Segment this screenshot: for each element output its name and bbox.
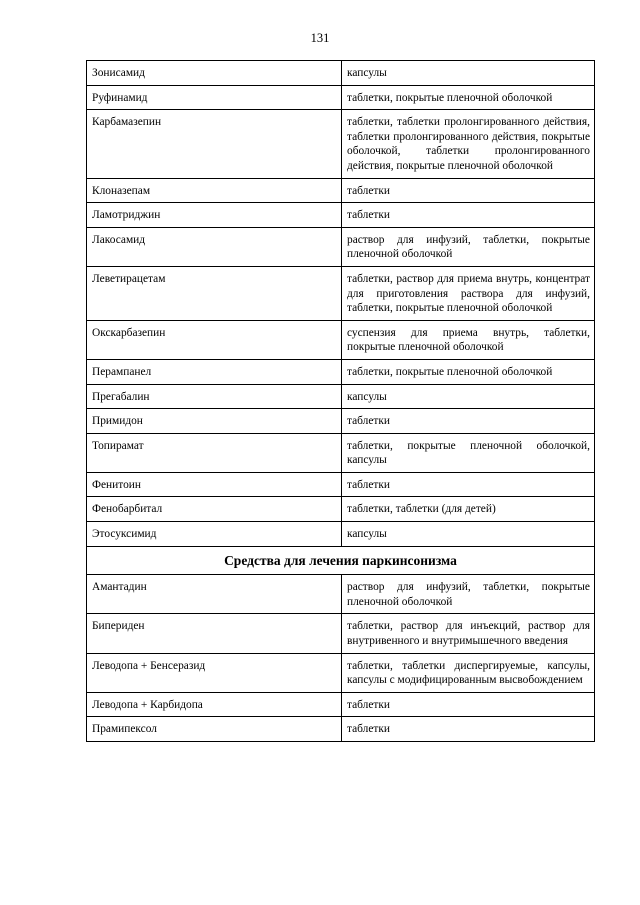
dosage-form-cell: таблетки, покрытые пленочной оболочкой	[342, 85, 595, 110]
drug-name-cell: Зонисамид	[87, 61, 342, 86]
drug-name-cell: Клоназепам	[87, 178, 342, 203]
dosage-form-cell: таблетки, покрытые пленочной оболочкой, капсулы	[342, 433, 595, 472]
drug-name-cell: Окскарбазепин	[87, 320, 342, 359]
drug-name-cell: Леводопа + Карбидопа	[87, 692, 342, 717]
table-row	[87, 110, 595, 178]
table-row	[87, 320, 595, 359]
drug-name-cell: Топирамат	[87, 433, 342, 472]
drug-name-cell: Бипериден	[87, 614, 342, 653]
drug-name-cell: Прамипексол	[87, 717, 342, 742]
table-row	[87, 266, 595, 320]
drug-name-cell: Лакосамид	[87, 227, 342, 266]
table-row	[87, 227, 595, 266]
dosage-form-cell: суспензия для приема внутрь, таблетки, покрытые пленочной оболочкой	[342, 320, 595, 359]
drug-table-body	[87, 61, 595, 742]
drug-name-cell: Фенитоин	[87, 472, 342, 497]
drug-name-cell: Леводопа + Бенсеразид	[87, 653, 342, 692]
dosage-form-cell: раствор для инфузий, таблетки, покрытые пленочной оболочкой	[342, 227, 595, 266]
dosage-form-cell: раствор для инфузий, таблетки, покрытые пленочной оболочкой	[342, 575, 595, 614]
dosage-form-cell: таблетки, таблетки диспергируемые, капсулы, капсулы с модифицированным высвобождением	[342, 653, 595, 692]
dosage-form-cell: капсулы	[342, 522, 595, 547]
dosage-form-cell: таблетки	[342, 409, 595, 434]
table-row	[87, 409, 595, 434]
table-row	[87, 384, 595, 409]
dosage-form-cell: таблетки, раствор для приема внутрь, концентрат для приготовления раствора для инфузий, таблетки, покрытые пленочной оболочкой	[342, 266, 595, 320]
dosage-form-cell: таблетки	[342, 472, 595, 497]
drug-name-cell: Ламотриджин	[87, 203, 342, 228]
drug-name-cell: Этосуксимид	[87, 522, 342, 547]
table-row	[87, 472, 595, 497]
dosage-form-cell: таблетки	[342, 717, 595, 742]
table-row	[87, 497, 595, 522]
table-row	[87, 85, 595, 110]
table-row	[87, 359, 595, 384]
drug-name-cell: Фенобарбитал	[87, 497, 342, 522]
drug-table	[86, 60, 595, 742]
table-row	[87, 61, 595, 86]
dosage-form-cell: таблетки, таблетки (для детей)	[342, 497, 595, 522]
dosage-form-cell: таблетки	[342, 178, 595, 203]
table-row	[87, 522, 595, 547]
table-row	[87, 575, 595, 614]
table-row	[87, 614, 595, 653]
section-title: Средства для лечения паркинсонизма	[87, 546, 595, 575]
table-row	[87, 653, 595, 692]
dosage-form-cell: капсулы	[342, 384, 595, 409]
drug-name-cell: Руфинамид	[87, 85, 342, 110]
table-row	[87, 203, 595, 228]
dosage-form-cell: капсулы	[342, 61, 595, 86]
dosage-form-cell: таблетки	[342, 203, 595, 228]
dosage-form-cell: таблетки	[342, 692, 595, 717]
page-number: 131	[310, 31, 330, 45]
drug-name-cell: Карбамазепин	[87, 110, 342, 178]
table-row	[87, 692, 595, 717]
dosage-form-cell: таблетки, покрытые пленочной оболочкой	[342, 359, 595, 384]
drug-name-cell: Амантадин	[87, 575, 342, 614]
drug-name-cell: Прегабалин	[87, 384, 342, 409]
table-row	[87, 178, 595, 203]
table-row	[87, 433, 595, 472]
dosage-form-cell: таблетки, раствор для инъекций, раствор для внутривенного и внутримышечного введения	[342, 614, 595, 653]
dosage-form-cell: таблетки, таблетки пролонгированного действия, таблетки пролонгированного действия, покрытые оболочкой, таблетки пролонгированного действия, покрытые пленочной оболочкой	[342, 110, 595, 178]
drug-name-cell: Перампанел	[87, 359, 342, 384]
section-header-row	[87, 546, 595, 575]
drug-name-cell: Примидон	[87, 409, 342, 434]
drug-name-cell: Леветирацетам	[87, 266, 342, 320]
table-row	[87, 717, 595, 742]
